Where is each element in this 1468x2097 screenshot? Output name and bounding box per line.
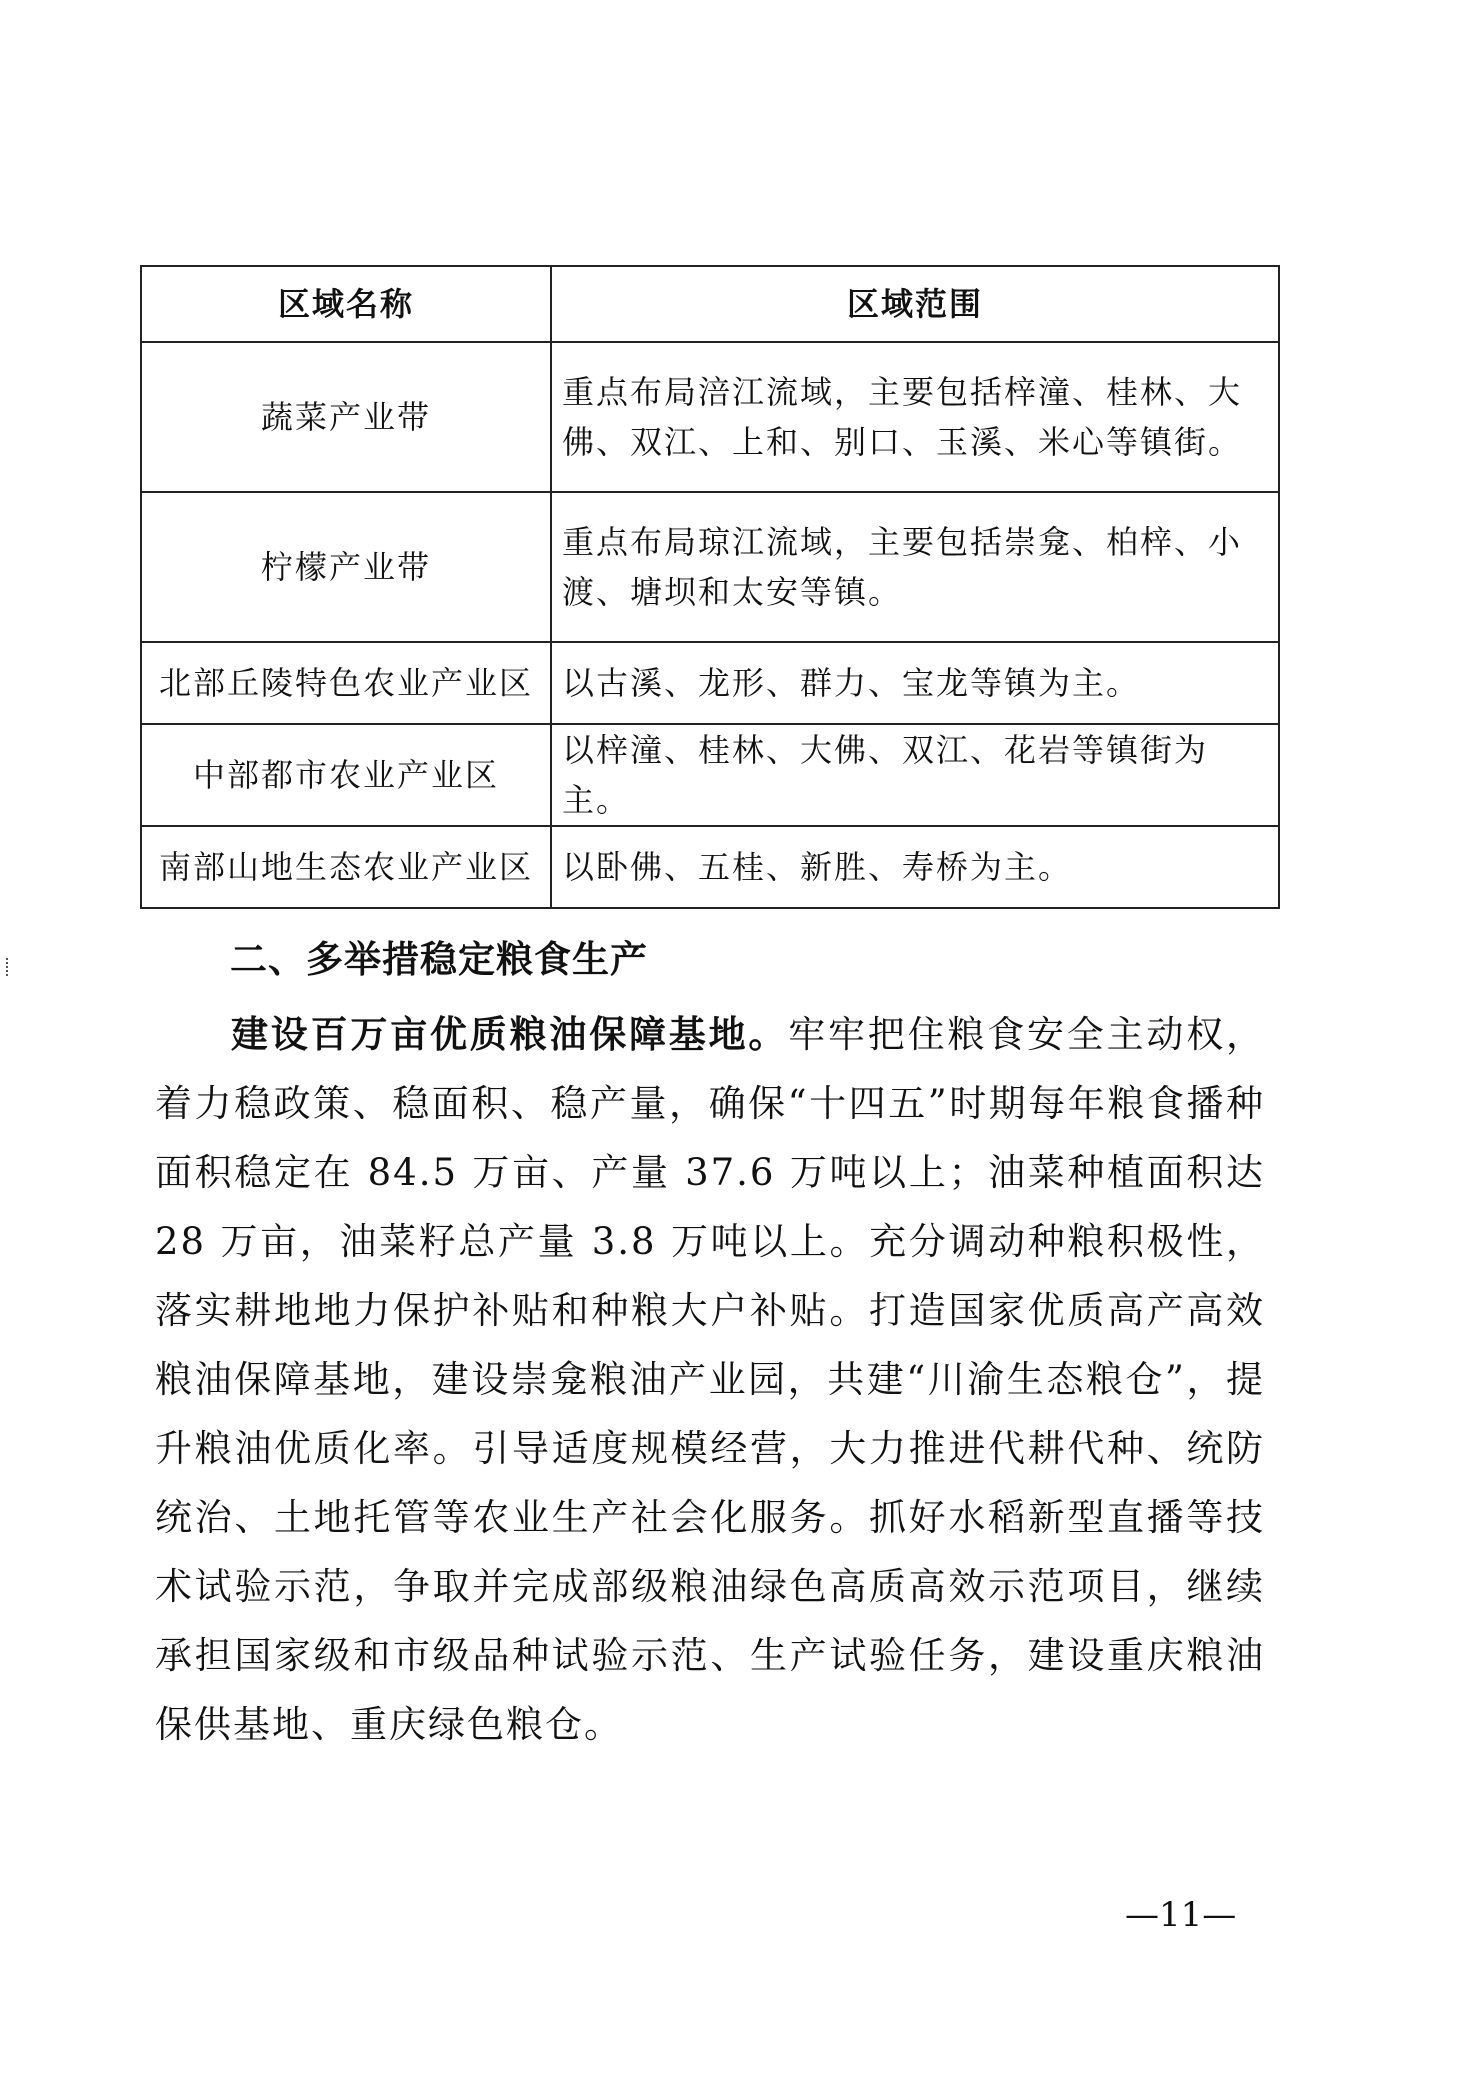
paragraph-lead: 建设百万亩优质粮油保障基地。 [231, 1013, 789, 1056]
table-row [141, 492, 1279, 642]
region-name-cell: 南部山地生态农业产业区 [141, 826, 551, 908]
region-scope-cell: 重点布局琼江流域，主要包括崇龛、柏梓、小渡、塘坝和太安等镇。 [551, 492, 1279, 642]
table-row [141, 826, 1279, 908]
region-scope-cell: 以卧佛、五桂、新胜、寿桥为主。 [551, 826, 1279, 908]
region-scope-cell: 以梓潼、桂林、大佛、双江、花岩等镇街为主。 [551, 724, 1279, 826]
region-name-cell: 柠檬产业带 [141, 492, 551, 642]
margin-mark [6, 958, 11, 976]
header-region-scope: 区域范围 [551, 266, 1279, 342]
region-name-cell: 北部丘陵特色农业产业区 [141, 642, 551, 724]
region-name-cell: 蔬菜产业带 [141, 342, 551, 492]
table-header-row [141, 266, 1279, 342]
table-row [141, 642, 1279, 724]
region-name-cell: 中部都市农业产业区 [141, 724, 551, 826]
region-table [140, 265, 1280, 909]
table-row [141, 724, 1279, 826]
table-row [141, 342, 1279, 492]
paragraph-body: 牢牢把住粮食安全主动权，着力稳政策、稳面积、稳产量，确保“十四五”时期每年粮食播种面积稳定在 84.5 万亩、产量 37.6 万吨以上；油菜种植面积达 28 万亩，油菜籽总产量 3.8 万吨以上。充分调动种粮积极性，落实耕地地力保护补贴和种粮大户补贴。打造国家优质高产高效粮油保障基地，建设崇龛粮油产业园，共建“川渝生态粮仓”，提升粮油优质化率。引导适度规模经营，大力推进代耕代种、统防统治、土地托管等农业生产社会化服务。抓好水稻新型直播等技术试验示范，争取并完成部级粮油绿色高质高效示范项目，继续承担国家级和市级品种试验示范、生产试验任务，建设重庆粮油保供基地、重庆绿色粮仓。 [155, 1013, 1266, 1746]
header-region-name: 区域名称 [141, 266, 551, 342]
page-number: —11— [1125, 1895, 1237, 1935]
section-heading: 二、多举措稳定粮食生产 [230, 938, 648, 981]
region-scope-cell: 重点布局涪江流域，主要包括梓潼、桂林、大佛、双江、上和、别口、玉溪、米心等镇街。 [551, 342, 1279, 492]
body-paragraph [155, 1000, 1265, 1759]
region-scope-cell: 以古溪、龙形、群力、宝龙等镇为主。 [551, 642, 1279, 724]
